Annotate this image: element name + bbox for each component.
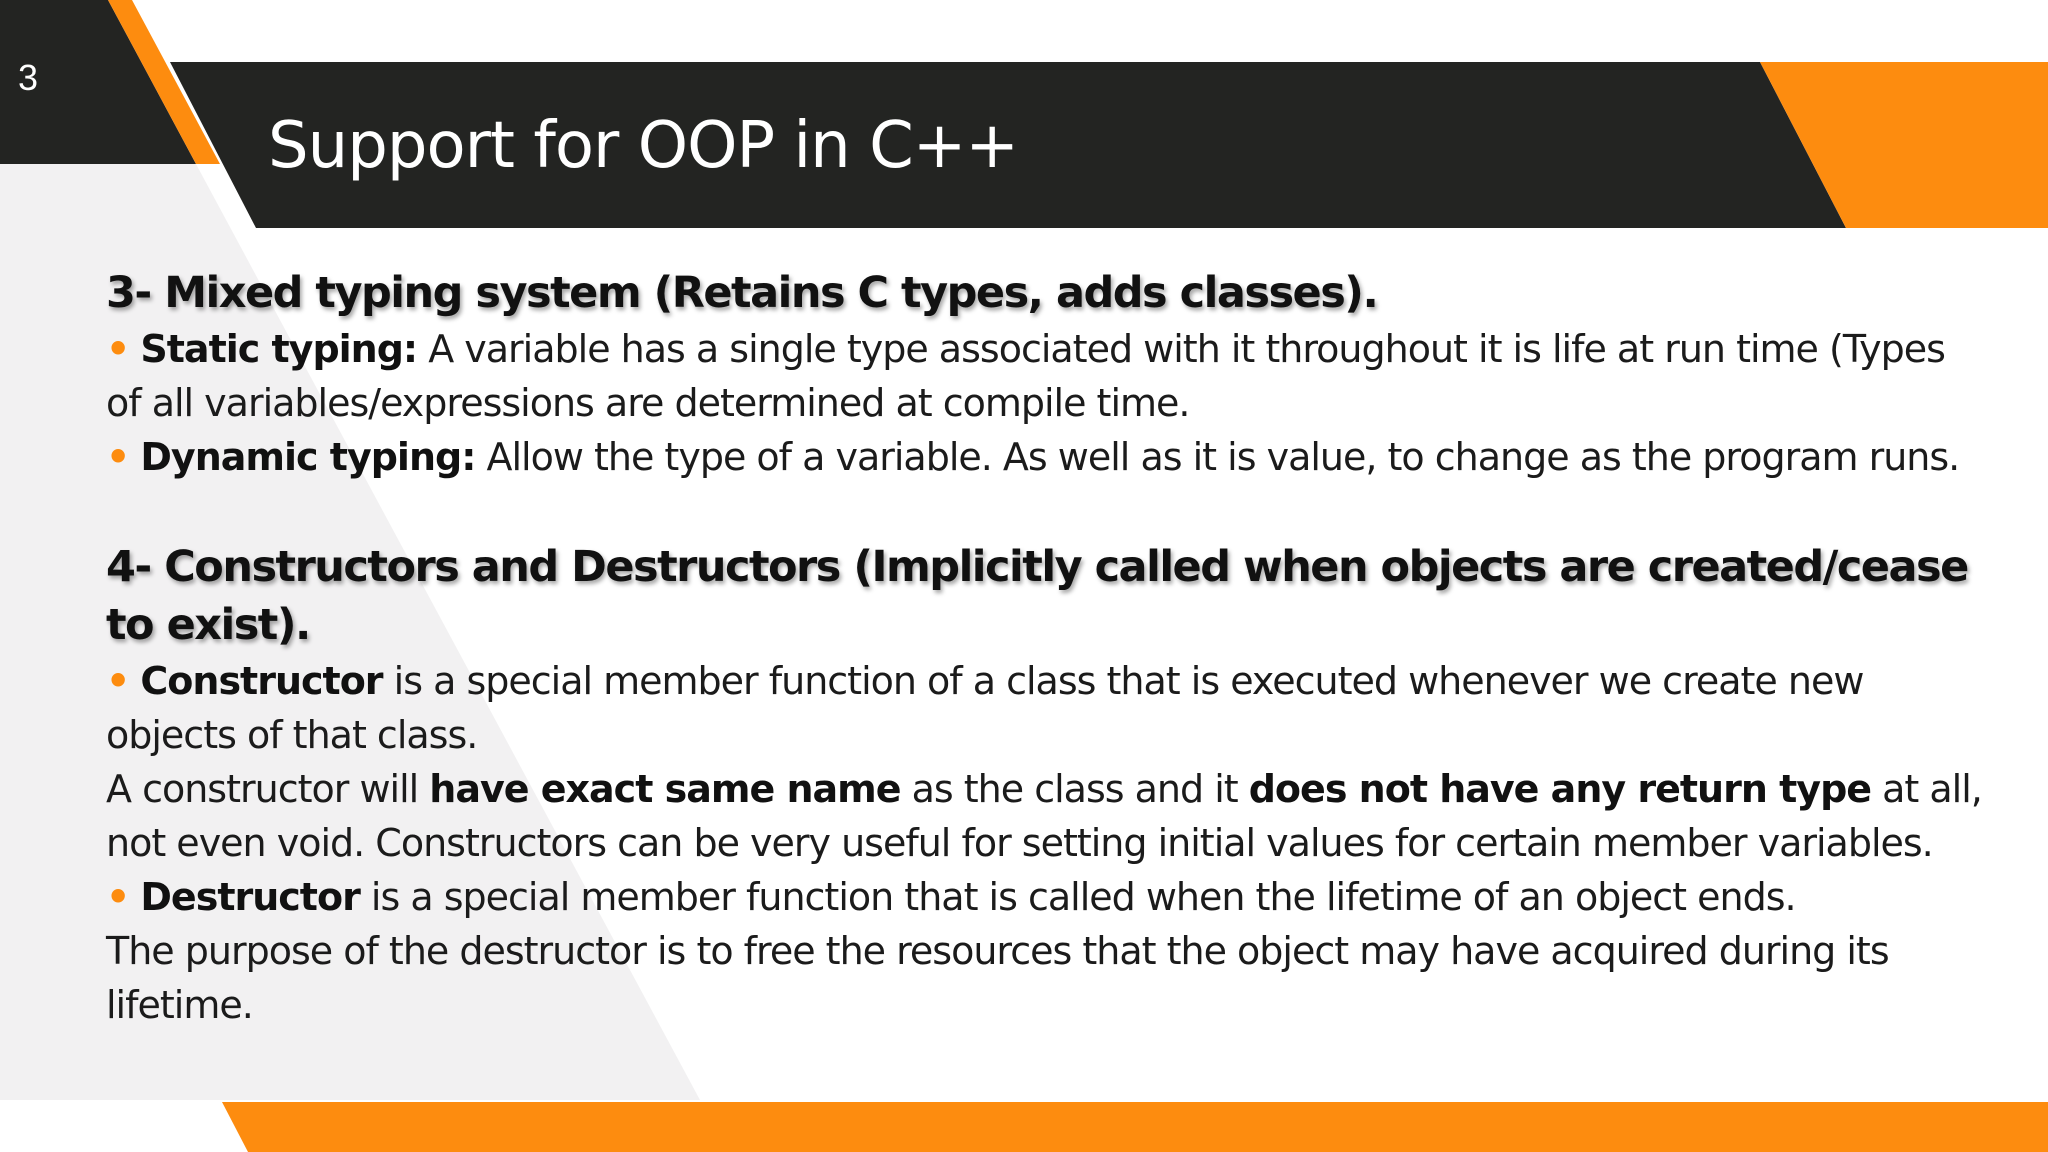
dynamic-typing-bullet [106, 430, 1986, 484]
static-typing-text: A variable has a single type associated with it throughout it is life at run time (Types of all variables/expressions are determined at compile time. [106, 327, 1945, 425]
section-3-heading: 3- Mixed typing system (Retains C types, adds classes). [106, 268, 1378, 318]
dynamic-typing-text: Allow the type of a variable. As well as it is value, to change as the program runs. [475, 435, 1960, 479]
constructor-detail-part3: at all, not even void. Constructors can be very useful for setting initial values for certain member variables. [106, 767, 1982, 865]
slide-title: Support for OOP in C++ [268, 109, 1018, 183]
bullet-dot: • [106, 875, 130, 919]
slide-number: 3 [18, 57, 39, 98]
constructor-term: Constructor [140, 659, 383, 703]
destructor-bullet [106, 870, 1986, 924]
constructor-detail-part2: as the class and it [900, 767, 1249, 811]
constructor-detail [106, 762, 1986, 870]
destructor-text: is a special member function that is called when the lifetime of an object ends. [359, 875, 1796, 919]
bullet-dot: • [106, 435, 130, 479]
dynamic-typing-term: Dynamic typing: [140, 435, 476, 479]
section-spacer [106, 484, 1986, 538]
section-4-heading: 4- Constructors and Destructors (Implicitly called when objects are created/cease to exist). [106, 542, 1968, 650]
slide-content [106, 264, 1986, 1032]
bullet-dot: • [106, 659, 130, 703]
constructor-detail-bold2: does not have any return type [1248, 767, 1872, 811]
constructor-detail-bold1: have exact same name [429, 767, 901, 811]
static-typing-term: Static typing: [140, 327, 418, 371]
constructor-text: is a special member function of a class that is executed whenever we create new objects of that class. [106, 659, 1864, 757]
constructor-bullet [106, 654, 1986, 762]
destructor-term: Destructor [140, 875, 360, 919]
orange-bottom-bar-shape [222, 1102, 2048, 1152]
constructor-detail-part1: A constructor will [106, 767, 430, 811]
bullet-dot: • [106, 327, 130, 371]
static-typing-bullet [106, 322, 1986, 430]
destructor-detail: The purpose of the destructor is to free the resources that the object may have acquired during its lifetime. [106, 929, 1889, 1027]
